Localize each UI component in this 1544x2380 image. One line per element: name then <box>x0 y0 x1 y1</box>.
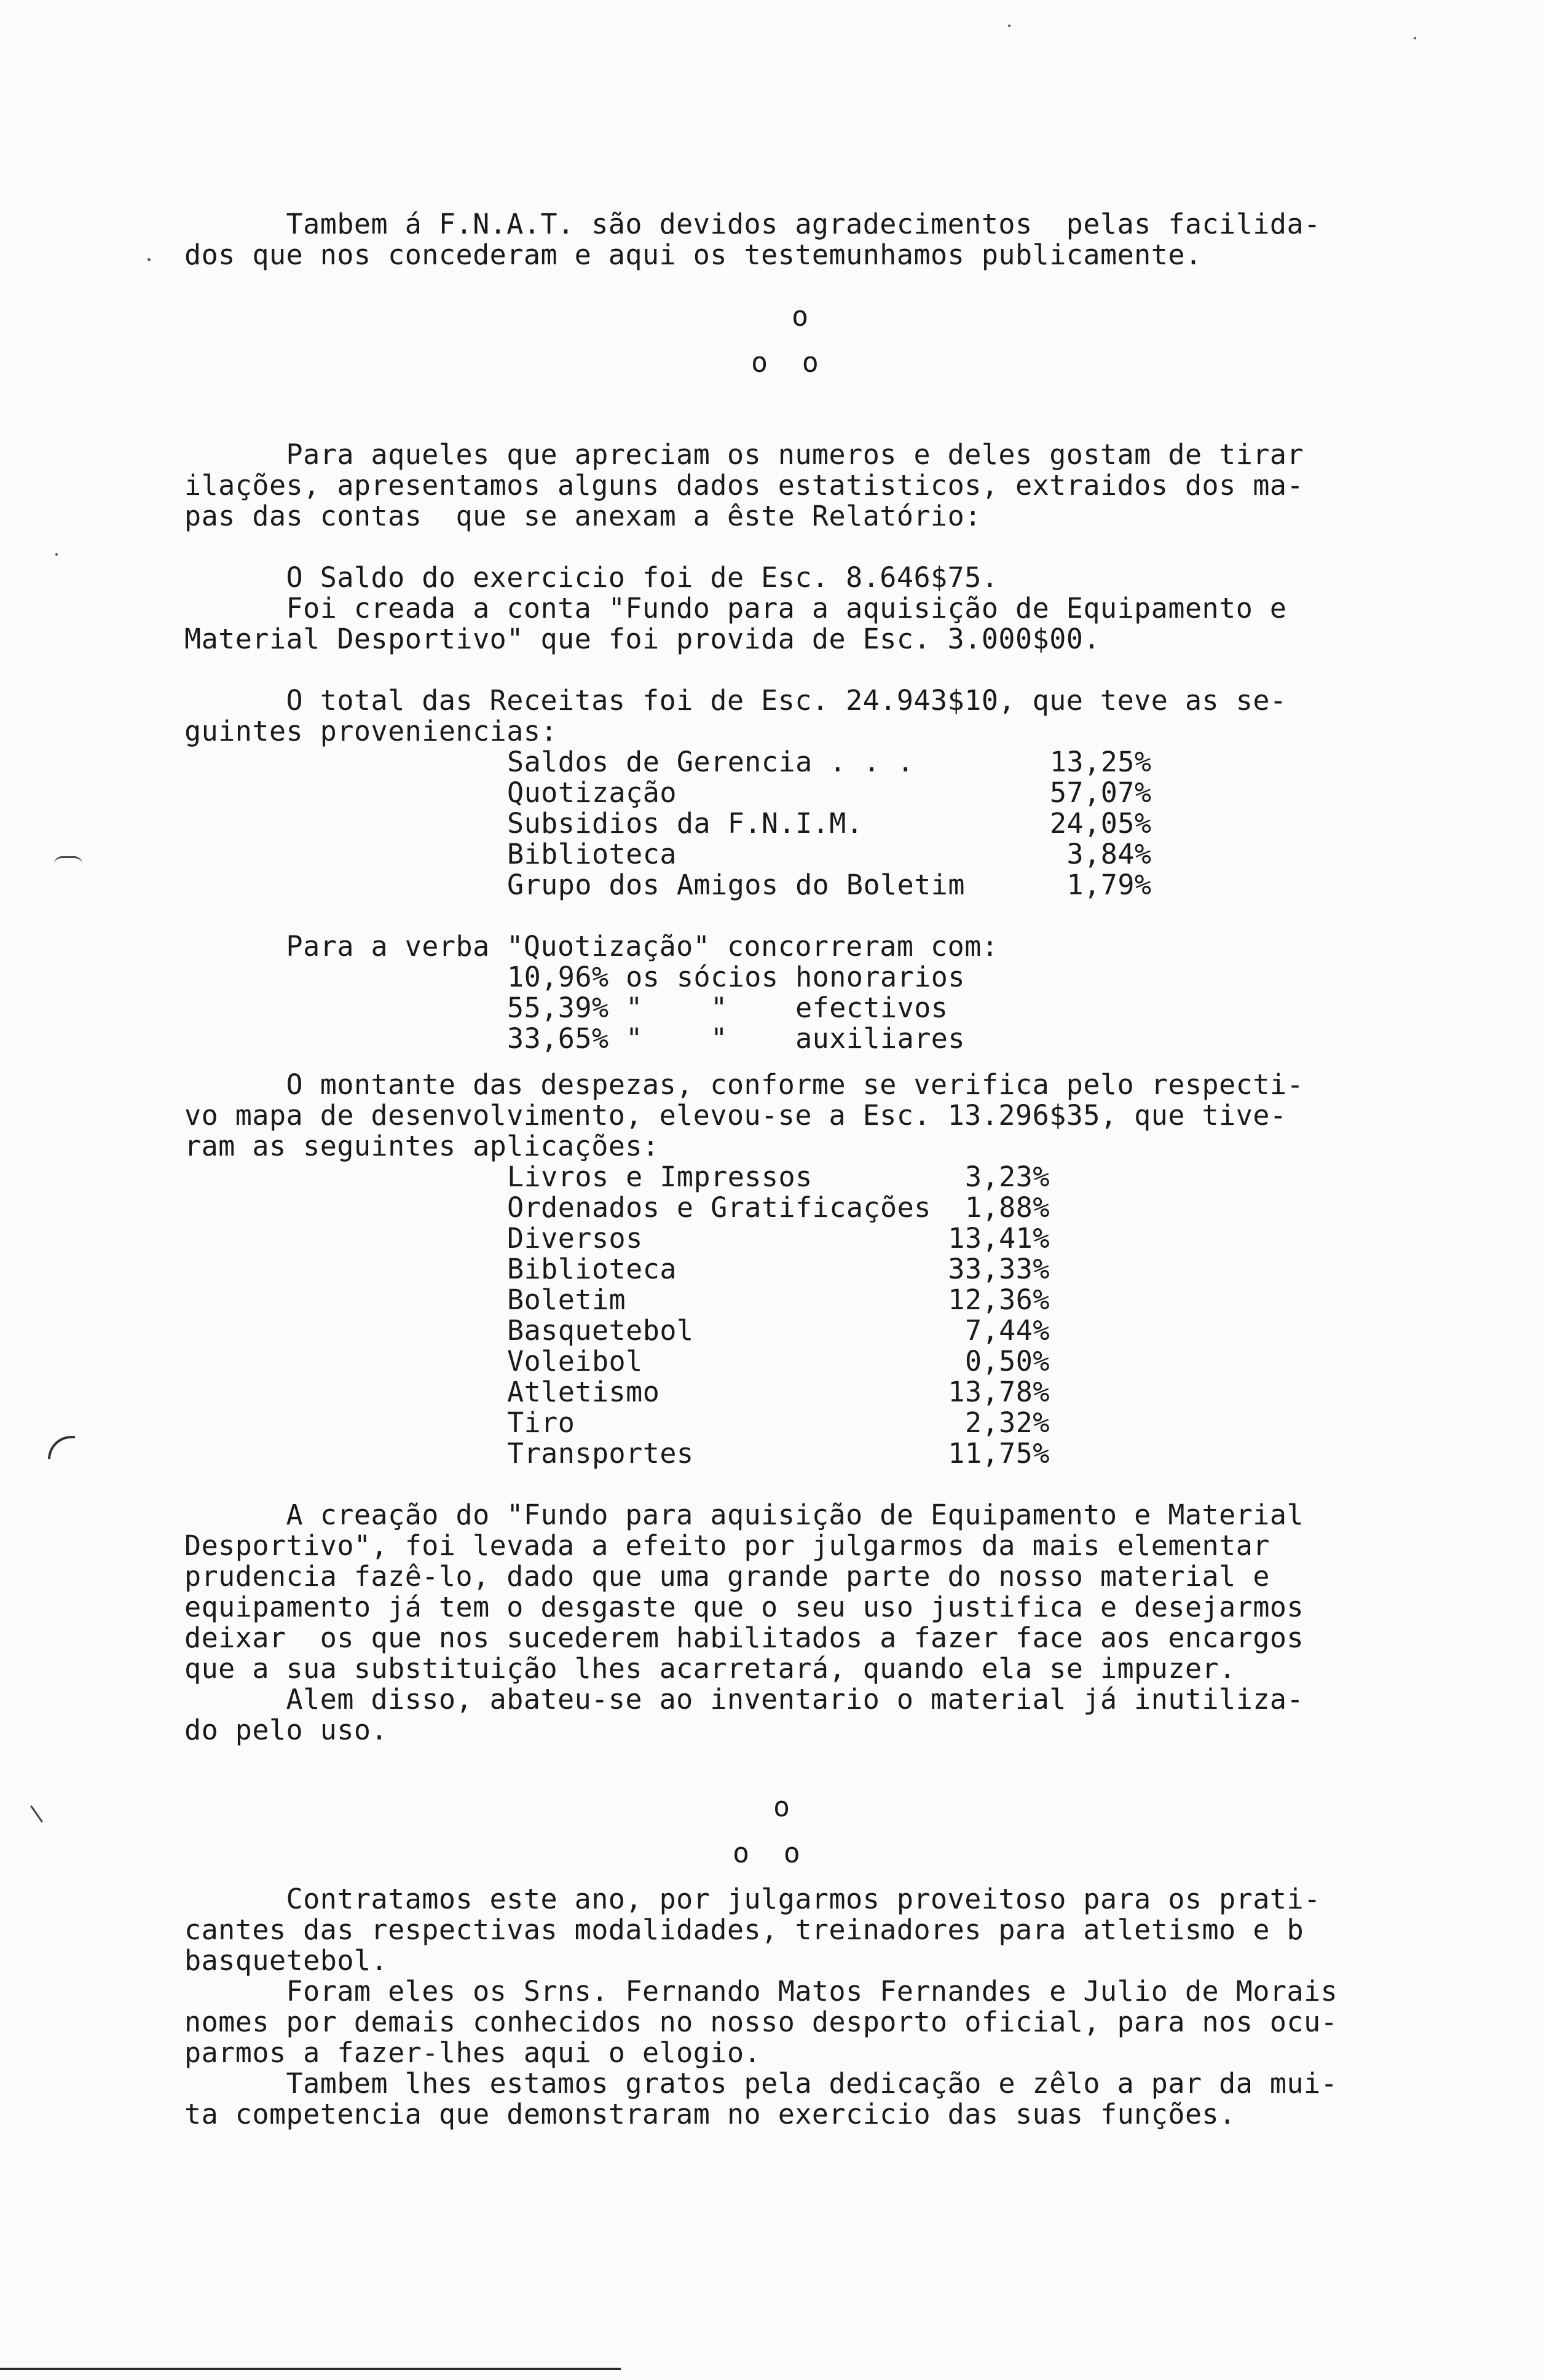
text-line: guintes proveniencias: <box>184 715 558 747</box>
text-line: pas das contas que se anexam a êste Relatório: <box>184 500 982 532</box>
text-line: O total das Receitas foi de Esc. 24.943$10, que teve as se- <box>184 684 1287 717</box>
scan-speck <box>55 553 58 556</box>
quota-list-item: 33,65% " " auxiliares <box>507 1022 965 1055</box>
text-line: O Saldo do exercicio foi de Esc. 8.646$75. <box>184 561 999 594</box>
text-line: ram as seguintes aplicações: <box>184 1130 660 1162</box>
text-line: prudencia fazê-lo, dado que uma grande parte do nosso material e <box>184 1560 1270 1593</box>
receipts-list-item: Quotização 57,07% <box>507 776 1152 809</box>
scan-speck <box>1008 25 1010 27</box>
text-line: Tambem lhes estamos gratos pela dedicação e zêlo a par da mui- <box>184 2067 1338 2100</box>
separator-ornament: o <box>792 300 809 333</box>
receipts-list-item: Saldos de Gerencia . . . 13,25% <box>507 746 1152 778</box>
text-line: nomes por demais conhecidos no nosso desporto oficial, para nos ocu- <box>184 2006 1338 2038</box>
scan-mark <box>30 1805 43 1822</box>
receipts-list-item: Subsidios da F.N.I.M. 24,05% <box>507 807 1152 840</box>
text-line: vo mapa de desenvolvimento, elevou-se a Esc. 13.296$35, que tive- <box>184 1099 1287 1132</box>
text-line: A creação do "Fundo para aquisição de Equipamento e Material <box>184 1499 1304 1531</box>
scan-mark <box>48 1436 75 1459</box>
text-line: do pelo uso. <box>184 1714 388 1746</box>
text-line: Para aqueles que apreciam os numeros e deles gostam de tirar <box>184 438 1304 471</box>
separator-ornament: o o <box>751 346 819 379</box>
separator-ornament: o <box>773 1791 790 1823</box>
scan-speck <box>148 258 151 261</box>
text-line: Desportivo", foi levada a efeito por julgarmos da mais elementar <box>184 1529 1270 1562</box>
bottom-scan-edge <box>0 2368 621 2370</box>
scan-mark <box>54 856 82 864</box>
expense-list-item: Voleibol 0,50% <box>507 1345 1050 1377</box>
text-line: basquetebol. <box>184 1944 388 1977</box>
expense-list-item: Biblioteca 33,33% <box>507 1253 1050 1285</box>
expense-list-item: Boletim 12,36% <box>507 1283 1050 1316</box>
text-line: equipamento já tem o desgaste que o seu uso justifica e desejarmos <box>184 1591 1304 1623</box>
text-line: Para a verba "Quotização" concorreram com: <box>184 930 999 963</box>
text-line: Alem disso, abateu-se ao inventario o material já inutiliza- <box>184 1683 1304 1716</box>
receipts-list-item: Biblioteca 3,84% <box>507 838 1152 870</box>
text-line: cantes das respectivas modalidades, treinadores para atletismo e b <box>184 1913 1304 1946</box>
receipts-list-item: Grupo dos Amigos do Boletim 1,79% <box>507 869 1152 901</box>
text-line: parmos a fazer-lhes aqui o elogio. <box>184 2036 762 2069</box>
expense-list-item: Ordenados e Gratificações 1,88% <box>507 1191 1050 1224</box>
expense-list-item: Tiro 2,32% <box>507 1406 1050 1439</box>
expense-list-item: Transportes 11,75% <box>507 1437 1050 1470</box>
quota-list-item: 10,96% os sócios honorarios <box>507 961 965 993</box>
text-line: ta competencia que demonstraram no exercicio das suas funções. <box>184 2098 1236 2130</box>
scan-speck <box>1414 37 1416 39</box>
text-line: Foram eles os Srns. Fernando Matos Fernandes e Julio de Morais <box>184 1975 1338 2008</box>
text-line: Material Desportivo" que foi provida de Esc. 3.000$00. <box>184 623 1100 655</box>
text-line: Foi creada a conta "Fundo para a aquisição de Equipamento e <box>184 592 1287 625</box>
expense-list-item: Livros e Impressos 3,23% <box>507 1160 1050 1193</box>
quota-list-item: 55,39% " " efectivos <box>507 991 948 1024</box>
text-line: ilações, apresentamos alguns dados estatisticos, extraidos dos ma- <box>184 469 1304 502</box>
text-line: que a sua substituição lhes acarretará, quando ela se impuzer. <box>184 1652 1236 1685</box>
text-line: Contratamos este ano, por julgarmos proveitoso para os prati- <box>184 1883 1321 1915</box>
expense-list-item: Basquetebol 7,44% <box>507 1314 1050 1347</box>
text-line: Tambem á F.N.A.T. são devidos agradecimentos pelas facilida- <box>184 208 1321 240</box>
text-line: dos que nos concederam e aqui os testemunhamos publicamente. <box>184 238 1202 271</box>
text-line: deixar os que nos sucederem habilitados a fazer face aos encargos <box>184 1621 1304 1654</box>
expense-list-item: Atletismo 13,78% <box>507 1376 1050 1408</box>
expense-list-item: Diversos 13,41% <box>507 1222 1050 1255</box>
separator-ornament: o o <box>733 1837 801 1869</box>
text-line: O montante das despezas, conforme se verifica pelo respecti- <box>184 1068 1304 1101</box>
